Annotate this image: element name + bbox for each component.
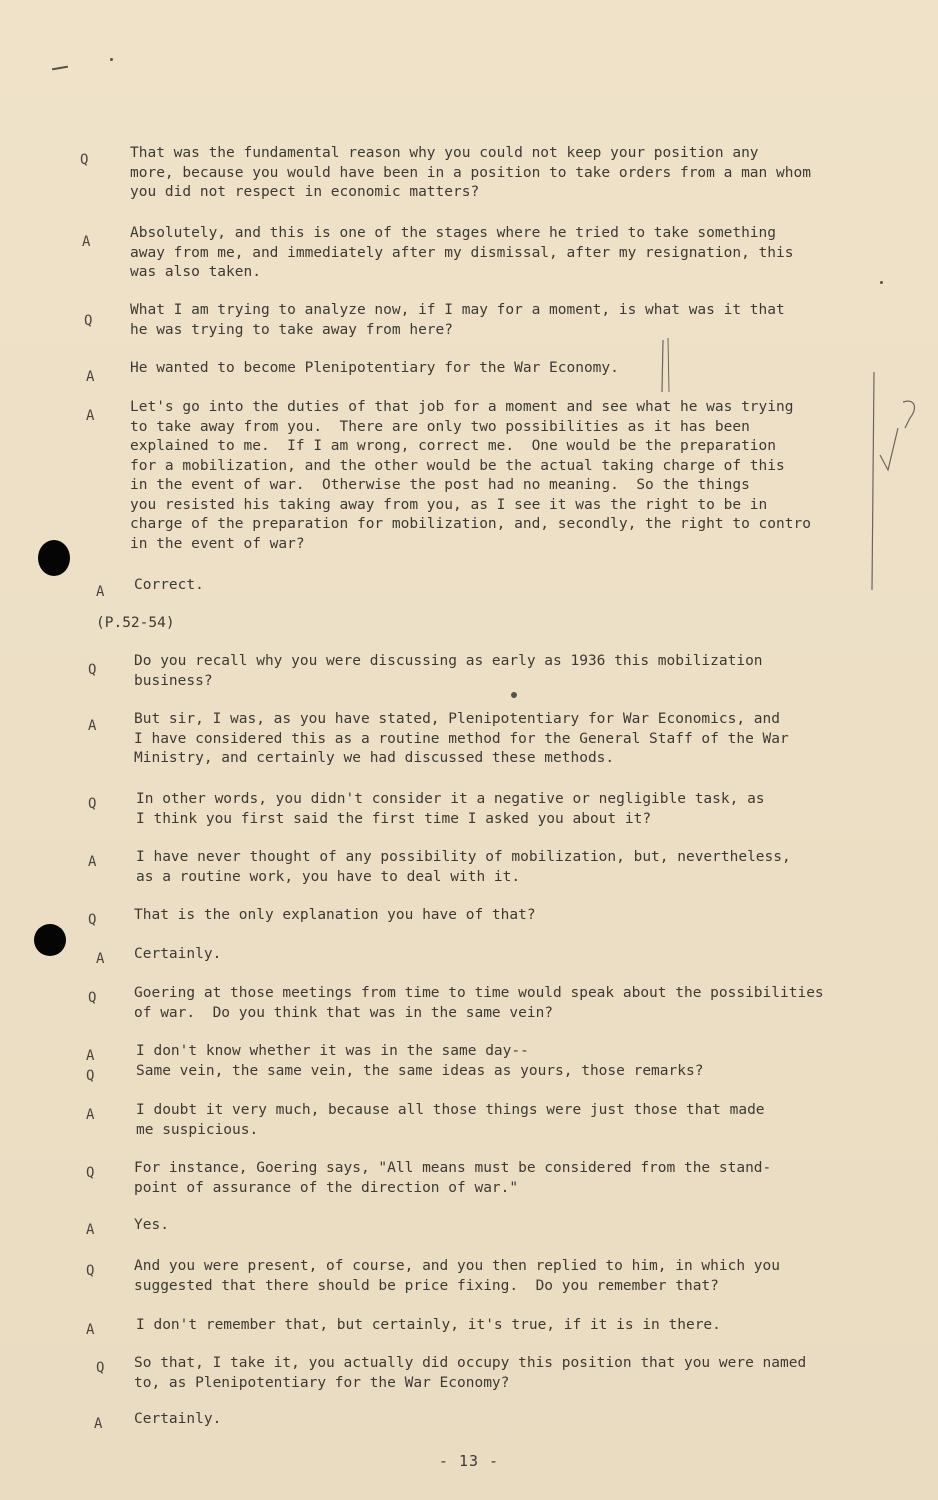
speaker-label: Q bbox=[86, 1165, 95, 1181]
section-reference: (P.52-54) bbox=[96, 615, 175, 631]
speaker-label: A bbox=[86, 1048, 95, 1064]
speaker-label: Q bbox=[88, 912, 97, 928]
entry-text: Do you recall why you were discussing as early as 1936 this mobilization business? bbox=[134, 653, 763, 689]
entry-text: That was the fundamental reason why you could not keep your position any more, because you would have been in a position to take orders from a man whom you did not respect in economic matters? bbox=[130, 145, 811, 200]
entry-text: Goering at those meetings from time to time would speak about the possibilities of war. Do you think that was in the same vein? bbox=[134, 985, 824, 1021]
entry-text: I have never thought of any possibility of mobilization, but, nevertheless, as a routine work, you have to deal with it. bbox=[136, 849, 791, 885]
entry-text: Correct. bbox=[134, 577, 204, 593]
entry-text: Certainly. bbox=[134, 946, 222, 962]
speaker-label: A bbox=[86, 408, 95, 424]
entry-text: But sir, I was, as you have stated, Plenipotentiary for War Economics, and I have considered this as a routine method for the General Staff of the War Ministry, and certainly we had discussed these methods. bbox=[134, 711, 789, 766]
entry-text: Certainly. bbox=[134, 1411, 222, 1427]
entry-text: Yes. bbox=[134, 1217, 169, 1233]
speaker-label: A bbox=[86, 1107, 95, 1123]
entry-text: He wanted to become Plenipotentiary for the War Economy. bbox=[130, 360, 619, 376]
speaker-label: Q bbox=[86, 1068, 95, 1084]
speaker-label: Q bbox=[88, 796, 97, 812]
entry-text: In other words, you didn't consider it a negative or negligible task, as I think you first said the first time I asked you about it? bbox=[136, 791, 765, 827]
entry-text: Absolutely, and this is one of the stages where he tried to take something away from me, and immediately after my dismissal, after my resignation, this was also taken. bbox=[130, 225, 794, 280]
speaker-label: A bbox=[96, 951, 105, 967]
speaker-label: Q bbox=[84, 313, 93, 329]
speaker-label: A bbox=[86, 369, 95, 385]
speaker-label: A bbox=[86, 1322, 95, 1338]
speaker-label: Q bbox=[88, 662, 97, 678]
page-number: - 13 - bbox=[438, 1452, 500, 1470]
speaker-label: Q bbox=[80, 152, 89, 168]
stray-dot bbox=[511, 692, 517, 698]
speaker-label: A bbox=[94, 1416, 103, 1432]
entry-text: Same vein, the same vein, the same ideas as yours, those remarks? bbox=[136, 1063, 704, 1079]
entry-text: That is the only explanation you have of that? bbox=[134, 907, 536, 923]
entry-text: And you were present, of course, and you then replied to him, in which you suggested that there should be price fixing. Do you remember that? bbox=[134, 1258, 781, 1294]
speaker-label: A bbox=[88, 854, 97, 870]
entry-text: I don't know whether it was in the same day-- bbox=[136, 1043, 529, 1059]
speaker-label: Q bbox=[88, 990, 97, 1006]
punch-hole-middle bbox=[34, 924, 66, 956]
entry-text: Let's go into the duties of that job for a moment and see what he was trying to take away from you. There are only two possibilities as it has been explained to me. If I am wrong, correct me. One would be the preparation for a mobilization, and the other would be the actual taking charge of this in the event of war. Otherwise the post had no meaning. So the things you resisted his taking away from you, as I see it was the right to be in charge of the preparation for mobilization, and, secondly, the right to contro in the event of war? bbox=[130, 399, 811, 552]
entry-text: What I am trying to analyze now, if I may for a moment, is what was it that he was trying to take away from here? bbox=[130, 302, 785, 338]
speaker-label: A bbox=[86, 1222, 95, 1238]
speaker-label: Q bbox=[86, 1263, 95, 1279]
speaker-label: A bbox=[88, 718, 97, 734]
entry-text: For instance, Goering says, "All means must be considered from the stand- point of assurance of the direction of war." bbox=[134, 1160, 772, 1196]
entry-text: I don't remember that, but certainly, it's true, if it is in there. bbox=[136, 1317, 721, 1333]
entry-text: I doubt it very much, because all those things were just those that made me suspicious. bbox=[136, 1102, 765, 1138]
entry-text: So that, I take it, you actually did occupy this position that you were named to, as Plenipotentiary for the War Economy? bbox=[134, 1355, 807, 1391]
speaker-label: A bbox=[96, 584, 105, 600]
speaker-label: A bbox=[82, 234, 91, 250]
speaker-label: Q bbox=[96, 1360, 105, 1376]
